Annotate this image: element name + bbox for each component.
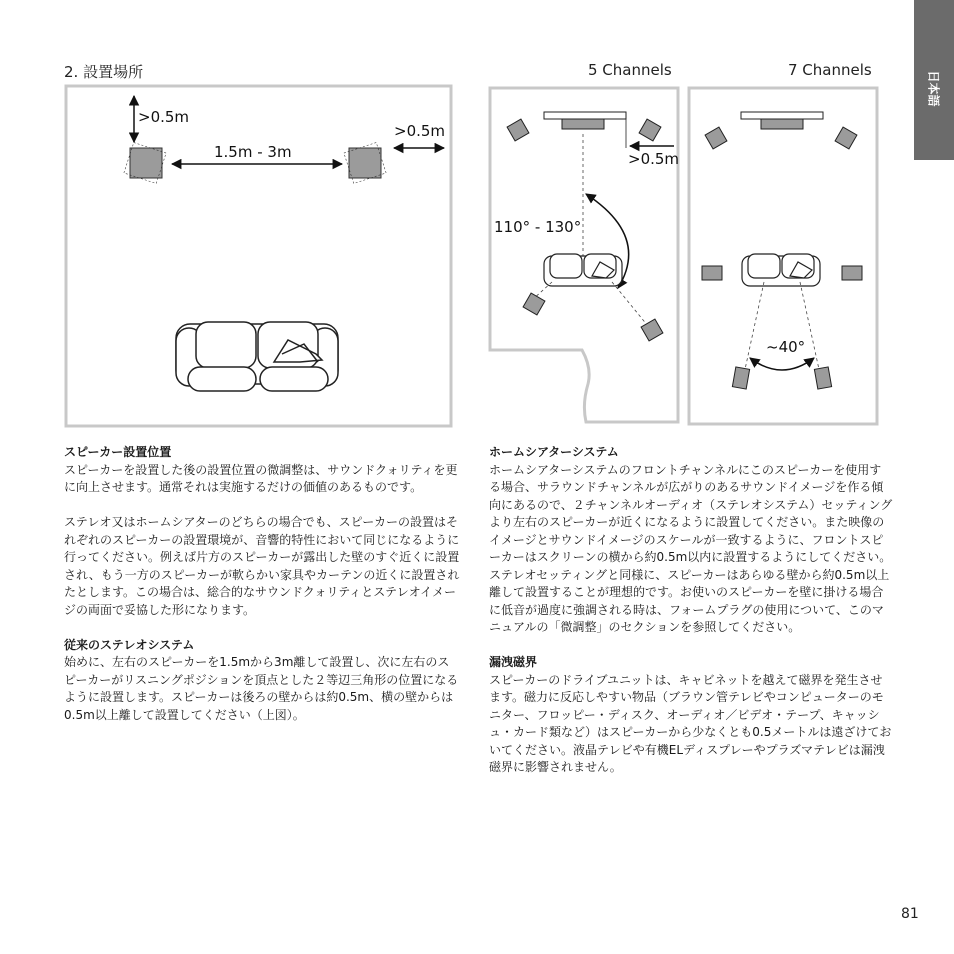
left-speaker [124,143,166,184]
sofa [176,322,338,391]
heading-speaker-placement: スピーカー設置位置 [64,445,172,459]
paragraph-placement-detail: ステレオ又はホームシアターのどちらの場合でも、スピーカーの設置はそれぞれのスピーカーの設置環境が、音響的特性において同じになるように行ってください。例えば片方のスピーカーが露出した壁のすぐ近くに設置され、もう一方のスピーカーが軟らかい家具やカーテンの近くに設置されたとします。この場合は、総合的なサウンドクォリティとステレオイメージの両面で妥協した形になります。 [64,515,460,617]
front-left-speaker-7ch [705,127,727,149]
front-left-speaker [507,119,529,141]
right-text-column [489,444,893,777]
surround-left-speaker [523,293,545,315]
front-right-speaker [639,119,661,141]
front-right-speaker-7ch [835,127,857,149]
side-right-speaker [842,266,862,280]
label-7-channels: 7 Channels [788,61,872,79]
language-tab-label: 日本語 [926,70,941,107]
left-text-column [64,444,460,724]
page-number: 81 [901,906,919,922]
surround-right-speaker [641,319,663,341]
right-speaker [344,143,386,184]
sofa-7ch [742,254,820,286]
paragraph-placement-intro: スピーカーを設置した後の設置位置の微調整は、サウンドクォリティを更に向上させます。通常それは実施するだけの価値のあるものです。 [64,462,458,494]
side-left-speaker [702,266,722,280]
angle-5ch-label: 110° - 130° [494,218,582,236]
seven-channel-diagram [686,86,881,428]
language-tab [914,0,954,160]
heading-home-theater: ホームシアターシステム [489,445,619,459]
paragraph-home-theater: ホームシアターシステムのフロントチャンネルにこのスピーカーを使用する場合、サラウンドチャンネルが広がりのあるサウンドイメージを作る傾向にあるので、２チャンネルオーディオ（ステレオシステム）セッティングより左右のスピーカーが近くになるように設置してください。また映像のイメージとサウンドイメージのスケールが一致するように、フロントスピーカーはスクリーンの横から約0.5m以内に設置するようにしてください。ステレオセッティングと同様に、スピーカーはあらゆる壁から約0.5m以上離して設置することが理想的です。お使いのスピーカーを壁に掛ける場合に低音が過度に強調される時は、フォームプラグの使用について、このマニュアルの「微調整」のセクションを参照してください。 [489,462,893,634]
stereo-placement-diagram [64,84,454,430]
dist-side-5ch-label: >0.5m [628,150,680,168]
dist-between-label: 1.5m - 3m [214,143,292,161]
section-title: 2. 設置場所 [64,63,144,81]
heading-magnetic-field: 漏洩磁界 [489,655,538,669]
paragraph-conventional-stereo: 始めに、左右のスピーカーを1.5mから3m離して設置し、次に左右のスピーカーがリスニングポジションを頂点とした２等辺三角形の位置になるように設置します。スピーカーは後ろの壁からは約0.5m、横の壁からは0.5m以上離して設置してください（上図）。 [64,655,459,722]
dist-side-label: >0.5m [394,122,446,140]
heading-conventional-stereo: 従来のステレオシステム [64,637,195,652]
label-5-channels: 5 Channels [588,61,672,79]
sofa-5ch [544,254,622,286]
rear-left-speaker [732,367,749,389]
five-channel-diagram [488,86,683,426]
angle-7ch-label: ~40° [766,338,806,356]
rear-right-speaker [814,367,831,389]
dist-top-label: >0.5m [138,108,190,126]
paragraph-magnetic-field: スピーカーのドライブユニットは、キャビネットを越えて磁界を発生させます。磁力に反応しやすい物品（ブラウン管テレビやコンピューターのモニター、フロッピー・ディスク、オーディオ／ビデオ・テープ、キャッシュ・カード類など）はスピーカーから少なくとも0.5メートルは遠ざけておいてください。液晶テレビや有機ELディスプレーやプラズマテレビは漏洩磁界に影響されません。 [489,672,892,774]
